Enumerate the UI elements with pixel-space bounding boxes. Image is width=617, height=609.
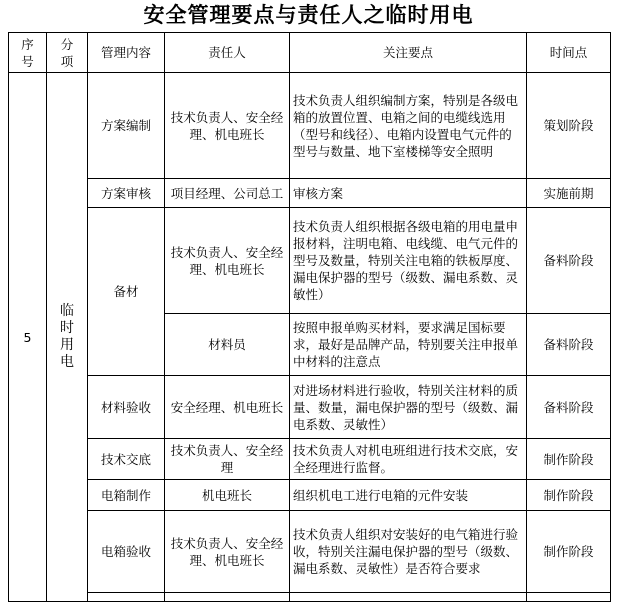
time-cell: 备料阶段 [527,314,611,376]
person-cell: 项目经理、公司总工 [165,179,290,208]
person-cell: 技术负责人、安全经理、机电班长 [165,73,290,179]
time-cell: 策划阶段 [527,73,611,179]
cutoff-cell [290,593,527,602]
focus-cell: 对进场材料进行验收，特别关注材料的质量、数量，漏电保护器的型号（级数、漏电系数、灵敏性） [290,376,527,439]
time-cell: 备料阶段 [527,208,611,314]
focus-cell: 按照申报单购买材料，要求满足国标要求，最好是品牌产品，特别要关注申报单中材料的注意点 [290,314,527,376]
time-cell: 制作阶段 [527,439,611,480]
safety-table [8,32,611,602]
header-focus: 关注要点 [290,33,527,73]
time-cell: 备料阶段 [527,376,611,439]
header-category: 分 项 [47,33,88,73]
table-row [9,480,611,511]
focus-cell: 技术负责人组织对安装好的电气箱进行验收，特别关注漏电保护器的型号（级数、漏电系数、灵敏性）是否符合要求 [290,511,527,593]
focus-cell: 技术负责人组织编制方案，特别是各级电箱的放置位置、电箱之间的电缆线选用（型号和线径）、电箱内设置电气元件的型号与数量、地下室楼梯等安全照明 [290,73,527,179]
table-row [9,73,611,179]
table-row [9,376,611,439]
header-time: 时间点 [527,33,611,73]
content-cell: 电箱制作 [88,480,165,511]
person-cell: 技术负责人、安全经理、机电班长 [165,511,290,593]
content-cell: 技术交底 [88,439,165,480]
header-row [9,33,611,73]
content-cell: 备材 [88,208,165,376]
person-cell: 材料员 [165,314,290,376]
content-cell: 方案编制 [88,73,165,179]
content-cell: 材料验收 [88,376,165,439]
seq-cell: 5 [9,73,47,602]
time-cell: 制作阶段 [527,480,611,511]
person-cell: 技术负责人、安全经理、机电班长 [165,208,290,314]
focus-cell: 技术负责人组织根据各级电箱的用电量申报材料，注明电箱、电线缆、电气元件的型号及数量，特别关注电箱的铁板厚度、漏电保护器的型号（级数、漏电系数、灵敏性） [290,208,527,314]
category-cell: 临 时 用 电 [47,73,88,602]
time-cell: 实施前期 [527,179,611,208]
page-title: 安全管理要点与责任人之临时用电 [143,3,474,27]
header-seq: 序 号 [9,33,47,73]
table-row [9,439,611,480]
person-cell: 技术负责人、安全经理 [165,439,290,480]
header-content: 管理内容 [88,33,165,73]
content-cell: 方案审核 [88,179,165,208]
table-row-cutoff [9,593,611,602]
content-cell: 电箱验收 [88,511,165,593]
time-cell: 制作阶段 [527,511,611,593]
table-row [9,179,611,208]
header-person: 责任人 [165,33,290,73]
focus-cell: 组织机电工进行电箱的元件安装 [290,480,527,511]
focus-cell: 审核方案 [290,179,527,208]
person-cell: 机电班长 [165,480,290,511]
person-cell: 安全经理、机电班长 [165,376,290,439]
table-row [9,511,611,593]
focus-cell: 技术负责人对机电班组进行技术交底，安全经理进行监督。 [290,439,527,480]
table-row [9,208,611,314]
cutoff-cell [527,593,611,602]
cutoff-cell [88,593,165,602]
cutoff-cell [165,593,290,602]
